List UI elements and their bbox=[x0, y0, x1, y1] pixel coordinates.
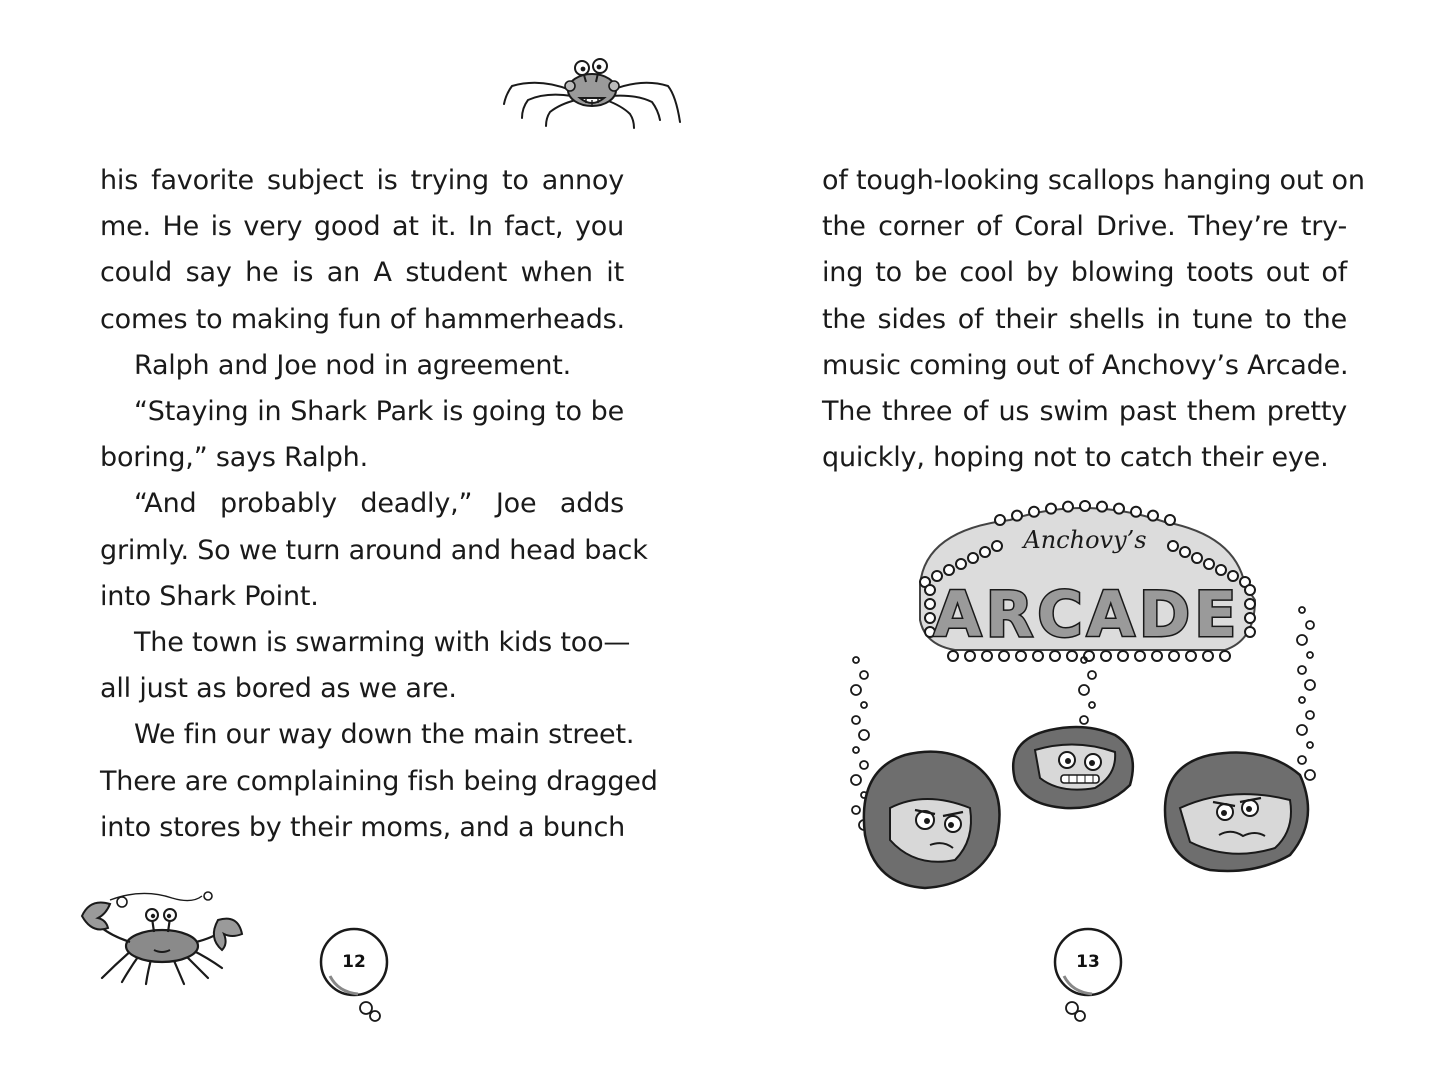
left-page-text bbox=[100, 158, 658, 851]
marquee-light bbox=[1203, 651, 1213, 661]
marquee-light bbox=[956, 559, 966, 569]
marquee-light bbox=[1029, 507, 1039, 517]
bubble bbox=[860, 671, 868, 679]
marquee-light bbox=[1152, 651, 1162, 661]
text-line: could say he is an A student when it bbox=[100, 257, 624, 289]
marquee-light bbox=[1245, 613, 1255, 623]
crab-illustration-bottom bbox=[62, 888, 252, 988]
text-line: grimly. So we turn around and head back bbox=[100, 534, 648, 566]
right-page-text bbox=[822, 158, 1365, 481]
marquee-light bbox=[1245, 599, 1255, 609]
page-number-text: 13 bbox=[1076, 952, 1100, 972]
marquee-light bbox=[1186, 651, 1196, 661]
marquee-light bbox=[982, 651, 992, 661]
marquee-light bbox=[1063, 502, 1073, 512]
marquee-light bbox=[1033, 651, 1043, 661]
marquee-light bbox=[999, 651, 1009, 661]
bubble bbox=[1299, 697, 1305, 703]
marquee-light bbox=[968, 553, 978, 563]
bubble bbox=[1298, 666, 1306, 674]
marquee-light bbox=[1165, 515, 1175, 525]
text-line: The town is swarming with kids too— bbox=[134, 627, 631, 659]
sign-title-text: ARCADE bbox=[933, 578, 1241, 651]
bubble bbox=[853, 657, 859, 663]
bubble bbox=[1299, 607, 1305, 613]
marquee-light bbox=[1180, 547, 1190, 557]
text-line: “And probably deadly,” Joe adds bbox=[134, 488, 624, 520]
bubble bbox=[860, 761, 868, 769]
bubble bbox=[851, 685, 861, 695]
scallop-left bbox=[864, 752, 1000, 888]
sign-script-text: Anchovy’s bbox=[1023, 526, 1147, 554]
text-line: music coming out of Anchovy’s Arcade. bbox=[822, 349, 1349, 381]
text-line: ing to be cool by blowing toots out of bbox=[822, 257, 1347, 289]
marquee-light bbox=[992, 541, 1002, 551]
bubble bbox=[1307, 742, 1313, 748]
bubble bbox=[1307, 652, 1313, 658]
marquee-light bbox=[965, 651, 975, 661]
marquee-light bbox=[1220, 651, 1230, 661]
marquee-light bbox=[1216, 565, 1226, 575]
text-line: the sides of their shells in tune to the bbox=[822, 303, 1347, 335]
marquee-light bbox=[1067, 651, 1077, 661]
bubble bbox=[852, 716, 860, 724]
marquee-light bbox=[1118, 651, 1128, 661]
marquee-light bbox=[1046, 504, 1056, 514]
text-line: his favorite subject is trying to annoy bbox=[100, 165, 624, 196]
bubble bbox=[1079, 685, 1089, 695]
marquee-light bbox=[1016, 651, 1026, 661]
bubble bbox=[1297, 725, 1307, 735]
text-line: The three of us swim past them pretty bbox=[822, 396, 1347, 428]
marquee-light bbox=[1114, 504, 1124, 514]
scallop-right bbox=[1165, 753, 1308, 872]
text-line: We fin our way down the main street. bbox=[134, 719, 635, 751]
marquee-light bbox=[1135, 651, 1145, 661]
page-number-text: 12 bbox=[342, 952, 366, 972]
bubble bbox=[1089, 702, 1095, 708]
scallop-middle bbox=[1013, 727, 1133, 808]
bubble bbox=[1297, 635, 1307, 645]
marquee-light bbox=[1168, 541, 1178, 551]
marquee-light bbox=[1192, 553, 1202, 563]
text-line: boring,” says Ralph. bbox=[100, 442, 368, 474]
bubble bbox=[861, 702, 867, 708]
marquee-light bbox=[1131, 507, 1141, 517]
marquee-light bbox=[948, 651, 958, 661]
page-number-left bbox=[318, 926, 390, 998]
marquee-light bbox=[1245, 627, 1255, 637]
text-line: all just as bored as we are. bbox=[100, 673, 457, 705]
bubble bbox=[1306, 621, 1314, 629]
text-line: of tough-looking scallops hanging out on bbox=[822, 165, 1365, 196]
marquee-light bbox=[1097, 502, 1107, 512]
marquee-light bbox=[1245, 585, 1255, 595]
text-line: There are complaining fish being dragged bbox=[100, 765, 658, 797]
marquee-light bbox=[1204, 559, 1214, 569]
text-line: comes to making fun of hammerheads. bbox=[100, 303, 625, 335]
bubble bbox=[852, 806, 860, 814]
marquee-light bbox=[1169, 651, 1179, 661]
marquee-light bbox=[1050, 651, 1060, 661]
bubble bbox=[853, 747, 859, 753]
marquee-light bbox=[1148, 511, 1158, 521]
text-line: into Shark Point. bbox=[100, 580, 319, 612]
marquee-light bbox=[1012, 511, 1022, 521]
text-line: quickly, hoping not to catch their eye. bbox=[822, 442, 1329, 474]
text-line: the corner of Coral Drive. They’re try- bbox=[822, 211, 1347, 243]
marquee-light bbox=[1101, 651, 1111, 661]
bubble bbox=[851, 775, 861, 785]
text-line: me. He is very good at it. In fact, you bbox=[100, 211, 624, 243]
bubble bbox=[1080, 716, 1088, 724]
text-line: into stores by their moms, and a bunch bbox=[100, 811, 626, 843]
bubble bbox=[1306, 711, 1314, 719]
marquee-light bbox=[980, 547, 990, 557]
crab-illustration-top bbox=[500, 42, 685, 132]
text-line: “Staying in Shark Park is going to be bbox=[134, 396, 624, 428]
text-line: Ralph and Joe nod in agreement. bbox=[134, 349, 572, 381]
bubble bbox=[1305, 770, 1315, 780]
page-number-right bbox=[1052, 926, 1124, 998]
marquee-light bbox=[1080, 501, 1090, 511]
bubble bbox=[1298, 756, 1306, 764]
bubble bbox=[1305, 680, 1315, 690]
arcade-illustration bbox=[835, 490, 1335, 905]
marquee-light bbox=[944, 565, 954, 575]
left-page bbox=[0, 0, 722, 1075]
bubble bbox=[859, 730, 869, 740]
marquee-light bbox=[995, 515, 1005, 525]
bubble bbox=[1088, 671, 1096, 679]
marquee-light bbox=[1084, 651, 1094, 661]
